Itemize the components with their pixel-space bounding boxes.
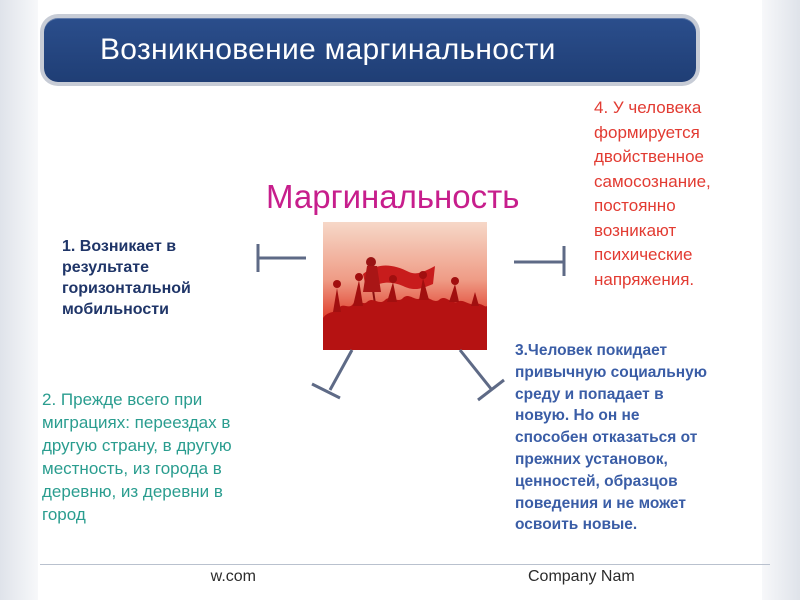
footer-company-name: Company Nam bbox=[528, 568, 635, 585]
center-concept-label: Маргинальность bbox=[266, 178, 520, 215]
item-2-text: 2. Прежде всего при миграциях: переездах в другую страну, в другую местность, из города в деревню, из деревни в город bbox=[42, 390, 232, 524]
connector-to-item-2 bbox=[312, 350, 352, 398]
slide-title: Возникновение маргинальности bbox=[100, 33, 556, 66]
item-1-text: 1. Возникает в результате горизонтальной мобильности bbox=[62, 238, 191, 318]
item-3-text: 3.Человек покидает привычную социальную среду и попадает в новую. Но он не способен отказаться от прежних установок, ценностей, образцов поведения и не может освоить новые. bbox=[515, 342, 708, 534]
item-4-text: 4. У человека формируется двойственное самосознание, постоянно возникают психические напряжения. bbox=[594, 98, 711, 289]
connector-to-item-4 bbox=[514, 246, 564, 276]
footer-divider bbox=[40, 564, 770, 565]
connector-to-item-3 bbox=[460, 350, 504, 400]
footer-website: w.com bbox=[210, 568, 256, 585]
